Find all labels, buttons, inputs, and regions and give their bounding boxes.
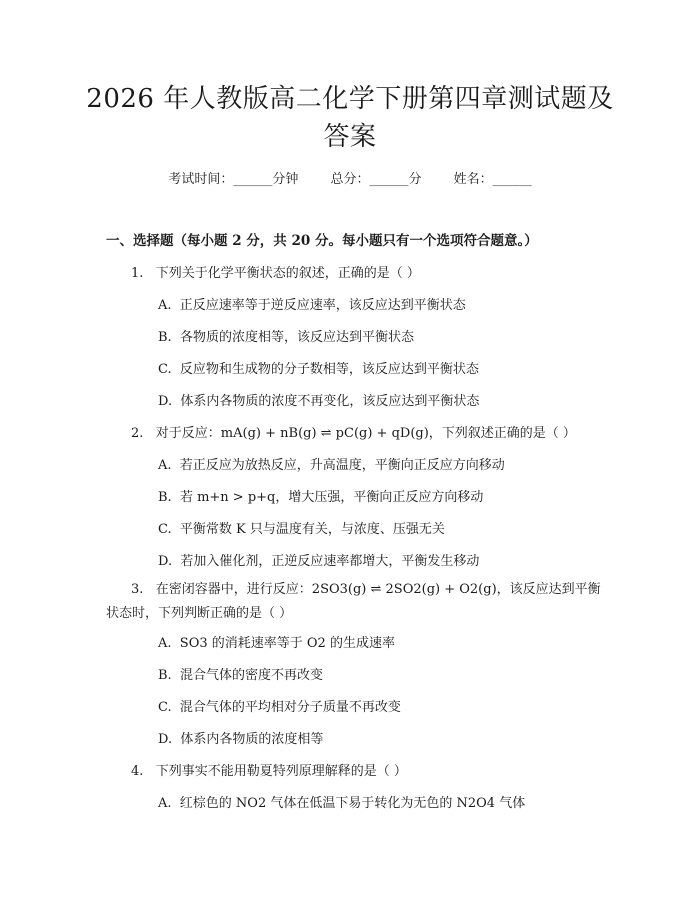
- question-stem: 1. 下列关于化学平衡状态的叙述，正确的是（ ）: [131, 266, 420, 281]
- question-stem: 2. 对于反应：mA(g) + nB(g) ⇌ pC(g) + qD(g)，下列叙述正确的是（ ）: [131, 426, 576, 441]
- question-option: A. 正反应速率等于逆反应速率，该反应达到平衡状态: [158, 298, 466, 313]
- question-option: C. 混合气体的平均相对分子质量不再改变: [158, 700, 401, 715]
- question-stem: 4. 下列事实不能用勒夏特列原理解释的是（ ）: [131, 764, 407, 779]
- student-name: 姓名：______: [453, 172, 532, 187]
- page-title: 2026 年人教版高二化学下册第四章测试题及答案: [86, 84, 614, 152]
- question-option: B. 若 m+n > p+q，增大压强，平衡向正反应方向移动: [158, 490, 484, 505]
- question-option: B. 混合气体的密度不再改变: [158, 668, 323, 683]
- question-option: B. 各物质的浓度相等，该反应达到平衡状态: [158, 330, 414, 345]
- question-option: A. SO3 的消耗速率等于 O2 的生成速率: [158, 636, 395, 651]
- question-option: C. 平衡常数 K 只与温度有关，与浓度、压强无关: [158, 522, 445, 537]
- exam-info: [0, 168, 700, 187]
- exam-time: 考试时间：______分钟: [168, 172, 299, 187]
- total-score: 总分：______分: [330, 172, 422, 187]
- question-option: D. 若加入催化剂，正逆反应速率都增大，平衡发生移动: [158, 554, 480, 569]
- question-option: A. 若正反应为放热反应，升高温度，平衡向正反应方向移动: [158, 458, 505, 473]
- question-option: D. 体系内各物质的浓度不再变化，该反应达到平衡状态: [158, 394, 480, 409]
- question-option: A. 红棕色的 NO2 气体在低温下易于转化为无色的 N2O4 气体: [158, 796, 526, 811]
- question-stem: 3. 在密闭容器中，进行反应：2SO3(g) ⇌ 2SO2(g) + O2(g)，该反应达到平衡状态时，下列判断正确的是（ ）: [106, 582, 601, 621]
- section-heading: 一、选择题（每小题 2 分，共 20 分。每小题只有一个选项符合题意。）: [106, 233, 538, 249]
- question-option: D. 体系内各物质的浓度相等: [158, 732, 324, 747]
- question-option: C. 反应物和生成物的分子数相等，该反应达到平衡状态: [158, 362, 479, 377]
